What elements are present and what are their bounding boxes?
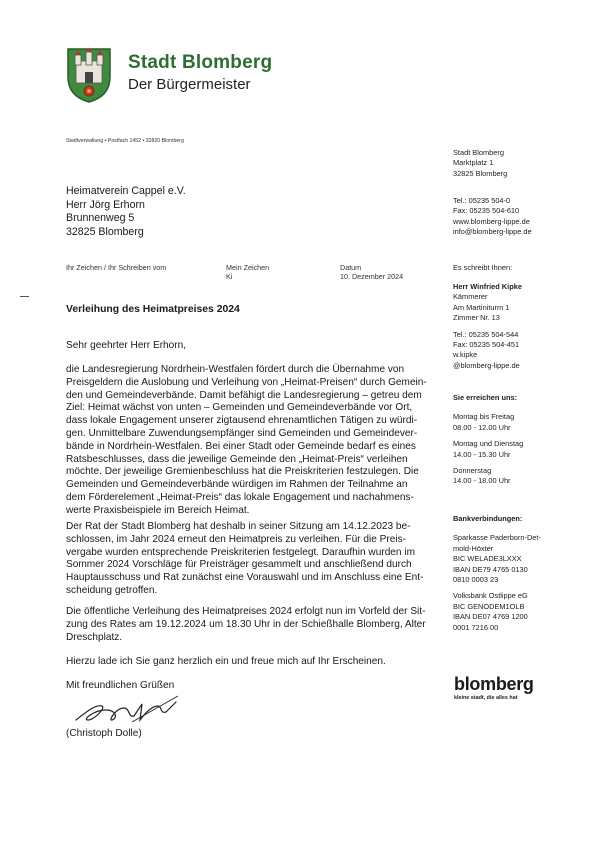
hours-time: 14.00 - 15.30 Uhr xyxy=(453,449,511,459)
contact-email[interactable]: @blomberg-lippe.de xyxy=(453,360,520,370)
text-line: vergabe wurden entsprechende Preiskriterien festgelegt. Daraufhin wurden im xyxy=(66,546,415,558)
sidebar-contact-person xyxy=(453,282,593,371)
bank-line: BIC GENODEM1OLB xyxy=(453,601,525,611)
text-line: Sommer 2024 Vorschläge für Preisträger gesammelt und anschließend durch xyxy=(66,559,412,571)
hours-days: Donnerstag xyxy=(453,466,492,476)
bank-line: Volksbank Ostlippe eG xyxy=(453,591,528,601)
bank-label: Bankverbindungen: xyxy=(453,514,523,523)
text-line: Die öffentliche Verleihung des Heimatpreises 2024 erfolgt nun im Vorfeld der Sit- xyxy=(66,606,426,617)
text-line: dem Förderelement „Heimat-Preis“ das lokale Engagement und nachahmens- xyxy=(66,491,414,503)
org-name: Stadt Blomberg xyxy=(128,52,273,73)
contact-line: Zimmer Nr. 13 xyxy=(453,313,500,323)
recipient-line: Heimatverein Cappel e.V. xyxy=(66,185,186,197)
recipient-line: Herr Jörg Erhorn xyxy=(66,198,145,211)
text-line: scheidung getroffen. xyxy=(66,584,158,596)
text-line: Der Rat der Stadt Blomberg hat deshalb in seiner Sitzung am 14.12.2023 be- xyxy=(66,521,411,532)
contact-line: Kämmerer xyxy=(453,292,488,302)
my-ref-value: Ki xyxy=(226,272,233,281)
logo-part: bl xyxy=(454,674,470,694)
org-department: Der Bürgermeister xyxy=(128,76,251,93)
hours-time: 08.00 - 12.00 Uhr xyxy=(453,422,511,432)
paragraph-4: Hierzu lade ich Sie ganz herzlich ein und freue mich auf Ihr Erscheinen. xyxy=(66,656,386,667)
contact-name: Herr Winfried Kipke xyxy=(453,282,522,291)
address-line: Stadt Blomberg xyxy=(453,148,504,157)
recipient-line: 32825 Blomberg xyxy=(66,225,144,238)
address-line: 32825 Blomberg xyxy=(453,168,508,178)
fold-mark xyxy=(20,296,29,297)
sidebar-writer-label: Es schreibt Ihnen: xyxy=(453,263,513,272)
contact-fax: Fax: 05235 504-451 xyxy=(453,340,520,350)
recipient-line: Brunnenweg 5 xyxy=(66,212,135,224)
city-crest-logo xyxy=(66,47,112,103)
paragraph-2 xyxy=(66,521,424,598)
text-line: die Landesregierung Nordrhein-Westfalen fördert durch die Übernahme von xyxy=(66,364,405,375)
recipient-address xyxy=(66,185,186,239)
bank-line: Sparkasse Paderborn-Det- xyxy=(453,533,541,543)
text-line: Hauptausschuss und Rat zunächst eine Vorauswahl und im Anschluss eine Ent- xyxy=(66,572,424,584)
paragraph-1 xyxy=(66,364,427,518)
logo-tagline: kleine stadt, die alles hat xyxy=(454,695,518,701)
letter-subject: Verleihung des Heimatpreises 2024 xyxy=(66,304,240,315)
text-line: werte Praxisbeispiele im Bereich Heimat. xyxy=(66,504,250,516)
my-ref-label: Mein Zeichen xyxy=(226,263,270,272)
bank-line: IBAN DE07 4769 1200 xyxy=(453,612,528,622)
blomberg-brand-logo xyxy=(454,674,534,695)
signature xyxy=(72,690,182,728)
fax: Fax: 05235 504-610 xyxy=(453,206,520,216)
hours-days: Montag bis Freitag xyxy=(453,412,515,422)
your-ref-label: Ihr Zeichen / Ihr Schreiben vom xyxy=(66,263,167,272)
text-line: Dreschplatz. xyxy=(66,631,123,643)
text-line: dass lokale Engagement unserer zigtausend ehrenamtlichen Tätigen zu würdi- xyxy=(66,415,418,427)
text-line: schlossen, im Jahr 2024 erneut den Heimatpreis zu verleihen. Für die Preis- xyxy=(66,533,406,545)
logo-part: mberg xyxy=(480,674,534,694)
bank-line: BIC WELADE3LXXX xyxy=(453,554,522,564)
text-line: möchte. Der jeweilige Gremienbeschluss hat die Preiskriterien festzulegen. Die xyxy=(66,466,419,478)
date-value: 10. Dezember 2024 xyxy=(340,272,404,281)
bank-line: mold-Höxter xyxy=(453,543,494,553)
paragraph-3 xyxy=(66,606,426,644)
hours-label: Sie erreichen uns: xyxy=(453,393,518,402)
signer-name: (Christoph Dolle) xyxy=(66,728,142,739)
sidebar-address xyxy=(453,148,593,179)
sender-return-line: Stadtverwaltung • Postfach 1452 • 32820 Blomberg xyxy=(66,138,184,144)
text-line: Preisgeldern die Auslobung und Verleihung von „Heimat-Preisen“ durch Gemein- xyxy=(66,376,427,388)
sidebar-hours xyxy=(453,393,593,487)
bank-line: 0001 7216 00 xyxy=(453,622,499,632)
sidebar-contacts xyxy=(453,196,593,238)
sidebar-banks xyxy=(453,514,593,633)
email-link[interactable]: info@blomberg-lippe.de xyxy=(453,227,532,237)
bank-line: 0810 0003 23 xyxy=(453,575,499,585)
text-line: zung des Rates am 19.12.2024 um 18.30 Uhr in der Schießhalle Blomberg, Alter xyxy=(66,618,426,630)
hours-time: 14.00 - 18.00 Uhr xyxy=(453,476,511,486)
text-line: bände in Nordrhein-Westfalen. Bei einer Stadt oder Gemeinde bedarf es eines xyxy=(66,440,416,452)
text-line: gen. Unmittelbare Zuwendungsempfänger sind Gemeinden und Gemeindever- xyxy=(66,427,418,439)
text-line: Ziel: Heimat wächst von unten – Gemeinden und Gemeindeverbände vor Ort, xyxy=(66,402,413,414)
bank-line: IBAN DE79 4765 0130 xyxy=(453,564,528,574)
website-link[interactable]: www.blomberg-lippe.de xyxy=(453,216,530,226)
contact-email[interactable]: w.kipke xyxy=(453,350,478,360)
closing: Mit freundlichen Grüßen xyxy=(66,680,175,691)
text-line: Ratsbeschlusses, dass die jeweilige Gemeinde den „Heimat-Preis“ verleihen xyxy=(66,453,408,465)
contact-line: Am Martiniturm 1 xyxy=(453,302,510,312)
address-line: Marktplatz 1 xyxy=(453,158,494,168)
text-line: Gemeinden und Gemeindeverbände würdigen im Rahmen der Teilnahme an xyxy=(66,479,408,491)
salutation: Sehr geehrter Herr Erhorn, xyxy=(66,340,187,351)
phone: Tel.: 05235 504-0 xyxy=(453,196,511,205)
contact-phone: Tel.: 05235 504-544 xyxy=(453,329,519,339)
hours-days: Montag und Dienstag xyxy=(453,439,524,449)
text-line: den und Gemeindeverbände. Damit befähigt die Landesregierung – getreu dem xyxy=(66,389,422,401)
logo-part: o xyxy=(469,674,481,694)
date-label: Datum xyxy=(340,263,362,272)
